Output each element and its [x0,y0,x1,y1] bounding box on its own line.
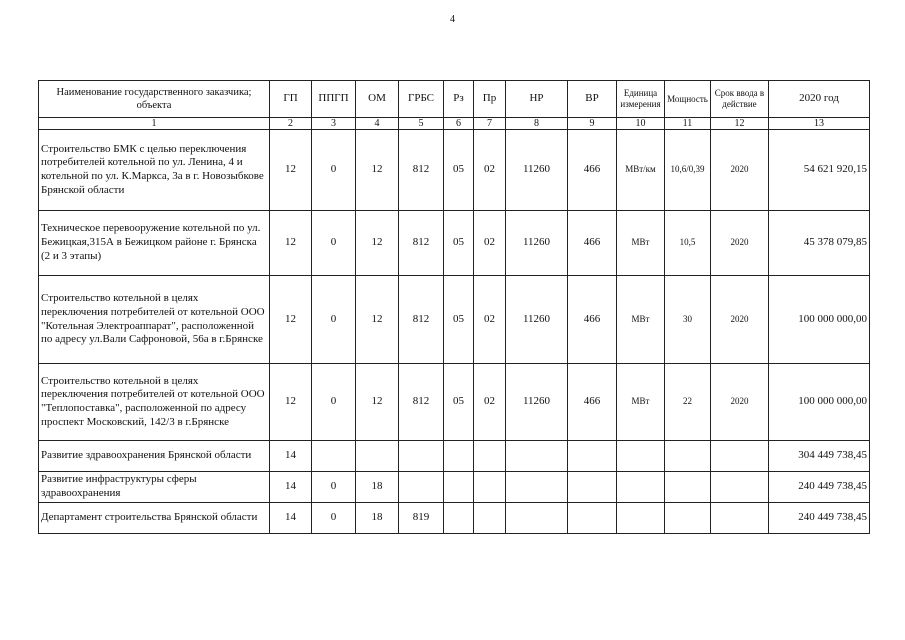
grbs-cell: 812 [399,276,444,364]
ppgp-cell: 0 [312,472,356,503]
date-cell [711,472,769,503]
column-number: 12 [711,118,769,130]
date-cell [711,503,769,534]
column-number: 8 [506,118,568,130]
pr-cell: 02 [474,276,506,364]
budget-table [38,80,870,534]
table-row [39,276,870,364]
table-row [39,211,870,276]
grbs-cell [399,472,444,503]
unit-cell [617,472,665,503]
grbs-cell [399,441,444,472]
ppgp-cell: 0 [312,503,356,534]
amount-cell: 304 449 738,45 [769,441,870,472]
gp-cell: 12 [270,364,312,441]
rz-cell: 05 [444,211,474,276]
table-row [39,441,870,472]
nr-cell [506,472,568,503]
column-number: 5 [399,118,444,130]
gp-cell: 14 [270,503,312,534]
date-cell: 2020 [711,130,769,211]
om-cell: 12 [356,130,399,211]
vr-cell [568,441,617,472]
om-cell: 12 [356,211,399,276]
amount-cell: 45 378 079,85 [769,211,870,276]
ppgp-cell: 0 [312,130,356,211]
header-ppgp: ППГП [312,81,356,118]
vr-cell: 466 [568,364,617,441]
om-cell: 18 [356,472,399,503]
om-cell [356,441,399,472]
object-name: Развитие инфраструктуры сферы здравоохранения [39,472,270,503]
gp-cell: 12 [270,130,312,211]
table-row [39,472,870,503]
vr-cell [568,503,617,534]
object-name: Техническое перевооружение котельной по ул. Бежицкая,315А в Бежицком районе г. Брянска (2 и 3 этапы) [39,211,270,276]
vr-cell: 466 [568,211,617,276]
header-year-2020: 2020 год [769,81,870,118]
header-om: ОМ [356,81,399,118]
header-name: Наименование государственного заказчика; объекта [39,81,270,118]
amount-cell: 54 621 920,15 [769,130,870,211]
unit-cell: МВт [617,211,665,276]
ppgp-cell: 0 [312,364,356,441]
capacity-cell: 10,5 [665,211,711,276]
column-number: 2 [270,118,312,130]
amount-cell: 100 000 000,00 [769,364,870,441]
nr-cell: 11260 [506,364,568,441]
column-number: 13 [769,118,870,130]
header-rz: Рз [444,81,474,118]
grbs-cell: 812 [399,364,444,441]
amount-cell: 240 449 738,45 [769,472,870,503]
pr-cell [474,472,506,503]
object-name: Строительство котельной в целях переключения потребителей от котельной ООО "Котельная Электроаппарат", расположенной по адресу ул.Вали Сафроновой, 56а в г.Брянске [39,276,270,364]
header-pr: Пр [474,81,506,118]
date-cell: 2020 [711,276,769,364]
unit-cell [617,441,665,472]
amount-cell: 100 000 000,00 [769,276,870,364]
ppgp-cell [312,441,356,472]
column-number: 1 [39,118,270,130]
table-row [39,503,870,534]
gp-cell: 12 [270,211,312,276]
capacity-cell [665,441,711,472]
nr-cell: 11260 [506,130,568,211]
nr-cell [506,441,568,472]
pr-cell: 02 [474,130,506,211]
rz-cell: 05 [444,364,474,441]
object-name: Департамент строительства Брянской области [39,503,270,534]
rz-cell [444,472,474,503]
om-cell: 12 [356,364,399,441]
capacity-cell [665,472,711,503]
vr-cell: 466 [568,130,617,211]
nr-cell [506,503,568,534]
vr-cell: 466 [568,276,617,364]
date-cell [711,441,769,472]
page-number: 4 [450,14,455,25]
ppgp-cell: 0 [312,276,356,364]
om-cell: 12 [356,276,399,364]
rz-cell [444,503,474,534]
om-cell: 18 [356,503,399,534]
column-number-row [39,118,870,130]
header-row [39,81,870,118]
pr-cell [474,441,506,472]
rz-cell: 05 [444,130,474,211]
unit-cell [617,503,665,534]
header-nr: НР [506,81,568,118]
gp-cell: 14 [270,441,312,472]
object-name: Строительство БМК с целью переключения потребителей котельной по ул. Ленина, 4 и котельной по ул. К.Маркса, 3а в г. Новозыбкове Брянской области [39,130,270,211]
unit-cell: МВт [617,276,665,364]
nr-cell: 11260 [506,211,568,276]
header-unit: Единица измерения [617,81,665,118]
date-cell: 2020 [711,211,769,276]
header-gp: ГП [270,81,312,118]
column-number: 9 [568,118,617,130]
column-number: 10 [617,118,665,130]
column-number: 6 [444,118,474,130]
column-number: 3 [312,118,356,130]
header-vr: ВР [568,81,617,118]
capacity-cell [665,503,711,534]
column-number: 4 [356,118,399,130]
grbs-cell: 812 [399,211,444,276]
ppgp-cell: 0 [312,211,356,276]
grbs-cell: 819 [399,503,444,534]
date-cell: 2020 [711,364,769,441]
object-name: Строительство котельной в целях переключения потребителей от котельной ООО "Теплопоставка", расположенной по адресу проспект Московский, 142/3 в г.Брянске [39,364,270,441]
header-capacity: Мощность [665,81,711,118]
unit-cell: МВт/км [617,130,665,211]
object-name: Развитие здравоохранения Брянской области [39,441,270,472]
gp-cell: 12 [270,276,312,364]
column-number: 11 [665,118,711,130]
rz-cell [444,441,474,472]
header-grbs: ГРБС [399,81,444,118]
capacity-cell: 22 [665,364,711,441]
gp-cell: 14 [270,472,312,503]
unit-cell: МВт [617,364,665,441]
pr-cell: 02 [474,364,506,441]
capacity-cell: 30 [665,276,711,364]
nr-cell: 11260 [506,276,568,364]
header-commission-date: Срок ввода в действие [711,81,769,118]
grbs-cell: 812 [399,130,444,211]
column-number: 7 [474,118,506,130]
rz-cell: 05 [444,276,474,364]
capacity-cell: 10,6/0,39 [665,130,711,211]
amount-cell: 240 449 738,45 [769,503,870,534]
pr-cell: 02 [474,211,506,276]
pr-cell [474,503,506,534]
table-row [39,130,870,211]
vr-cell [568,472,617,503]
table-row [39,364,870,441]
